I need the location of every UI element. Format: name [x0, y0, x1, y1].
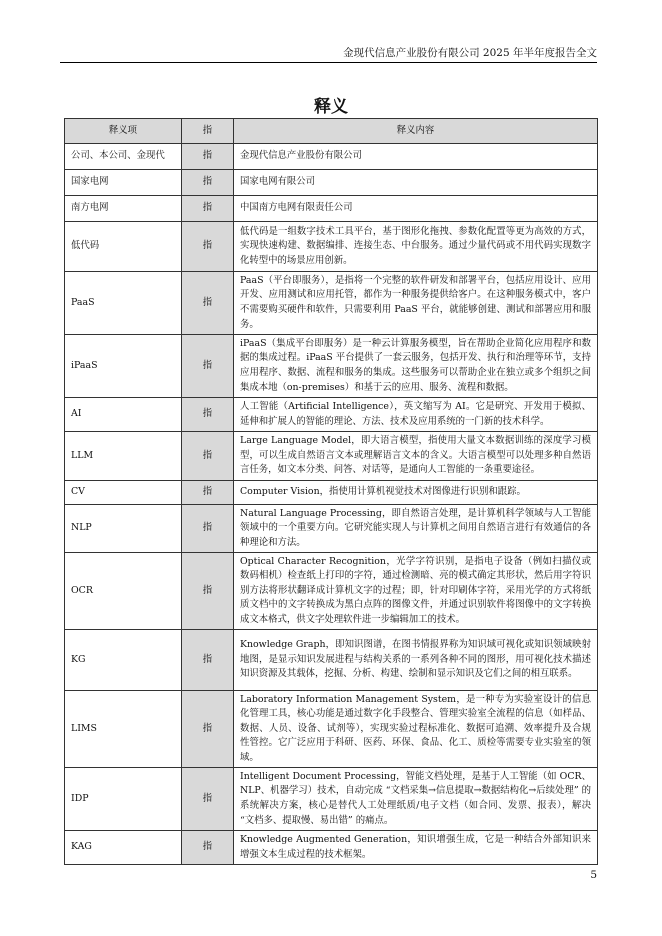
page-header: 金现代信息产业股份有限公司 2025 年半年度报告全文 — [343, 47, 597, 59]
marker-cell: 指 — [182, 272, 234, 335]
term-cell: PaaS — [65, 272, 182, 335]
definition-cell: Large Language Model，即大语言模型，指使用大量文本数据训练的深度学习模型，可以生成自然语言文本或理解语言文本的含义。大语言模型可以处理多种自然语言任务，如文本分类、问答、对话等，是通向人工智能的一条重要途径。 — [234, 432, 598, 481]
term-cell: 国家电网 — [65, 170, 182, 196]
definition-cell: Laboratory Information Management System，是一种专为实验室设计的信息化管理工具，核心功能是通过数字化手段整合、管理实验室全流程的信息（如样品、数据、人员、设备、试剂等），实现实验过程标准化、数据可追溯、效率提升及合规性管控。它广泛应用于科研、医药、环保、食品、化工、质检等需要专业实验室的领域。 — [234, 691, 598, 768]
term-cell: CV — [65, 481, 182, 505]
definition-cell: 金现代信息产业股份有限公司 — [234, 144, 598, 170]
term-cell: 公司、本公司、金现代 — [65, 144, 182, 170]
table-row — [65, 272, 598, 335]
term-cell: OCR — [65, 553, 182, 630]
definition-cell: PaaS（平台即服务），是指将一个完整的软件研发和部署平台，包括应用设计、应用开发、应用测试和应用托管，都作为一种服务提供给客户。在这种服务模式中，客户不需要购买硬件和软件，只需要利用 PaaS 平台，就能够创建、测试和部署应用和服务。 — [234, 272, 598, 335]
table-header-row — [65, 119, 598, 144]
term-cell: iPaaS — [65, 335, 182, 398]
column-header-marker: 指 — [182, 119, 234, 144]
header-divider — [60, 62, 597, 63]
definition-cell: iPaaS（集成平台即服务）是一种云计算服务模型，旨在帮助企业简化应用程序和数据的集成过程。iPaaS 平台提供了一套云服务，包括开发、执行和治理等环节，支持应用程序、数据、流程和服务的集成。这些服务可以帮助企业在独立或多个组织之间集成本地（on-premises）和基于云的应用、服务、流程和数据。 — [234, 335, 598, 398]
term-cell: KAG — [65, 831, 182, 865]
definition-cell: 中国南方电网有限责任公司 — [234, 196, 598, 222]
term-cell: IDP — [65, 768, 182, 831]
definition-cell: Knowledge Augmented Generation，知识增强生成，它是一种结合外部知识来增强文本生成过程的技术框架。 — [234, 831, 598, 865]
marker-cell: 指 — [182, 481, 234, 505]
marker-cell: 指 — [182, 768, 234, 831]
table-row — [65, 553, 598, 630]
table-row — [65, 691, 598, 768]
term-cell: 南方电网 — [65, 196, 182, 222]
marker-cell: 指 — [182, 170, 234, 196]
page-number: 5 — [590, 869, 597, 881]
definition-cell: 国家电网有限公司 — [234, 170, 598, 196]
table-row — [65, 170, 598, 196]
table-row — [65, 481, 598, 505]
marker-cell: 指 — [182, 335, 234, 398]
table-row — [65, 505, 598, 553]
marker-cell: 指 — [182, 553, 234, 630]
marker-cell: 指 — [182, 432, 234, 481]
marker-cell: 指 — [182, 196, 234, 222]
table-row — [65, 432, 598, 481]
marker-cell: 指 — [182, 144, 234, 170]
definition-cell: Natural Language Processing，即自然语言处理，是计算机科学领域与人工智能领域中的一个重要方向。它研究能实现人与计算机之间用自然语言进行有效通信的各种理论和方法。 — [234, 505, 598, 553]
table-row — [65, 831, 598, 865]
definition-cell: 低代码是一组数字技术工具平台，基于图形化拖拽、参数化配置等更为高效的方式，实现快速构建、数据编排、连接生态、中台服务。通过少量代码或不用代码实现数字化转型中的场景应用创新。 — [234, 222, 598, 272]
term-cell: KG — [65, 630, 182, 691]
marker-cell: 指 — [182, 505, 234, 553]
table-row — [65, 768, 598, 831]
page-title: 释义 — [314, 97, 348, 117]
definition-cell: Knowledge Graph，即知识图谱，在图书情报界称为知识域可视化或知识领域映射地图，是显示知识发展进程与结构关系的一系列各种不同的图形，用可视化技术描述知识资源及其载体，挖掘、分析、构建、绘制和显示知识及它们之间的相互联系。 — [234, 630, 598, 691]
table-row — [65, 144, 598, 170]
definition-cell: 人工智能（Artificial Intelligence），英文缩写为 AI。它是研究、开发用于模拟、延伸和扩展人的智能的理论、方法、技术及应用系统的一门新的技术科学。 — [234, 398, 598, 432]
marker-cell: 指 — [182, 831, 234, 865]
table-row — [65, 335, 598, 398]
column-header-term: 释义项 — [65, 119, 182, 144]
term-cell: LIMS — [65, 691, 182, 768]
marker-cell: 指 — [182, 398, 234, 432]
definition-cell: Optical Character Recognition，光学字符识别，是指电子设备（例如扫描仪或数码相机）检查纸上打印的字符，通过检测暗、亮的模式确定其形状，然后用字符识别方法将形状翻译成计算机文字的过程；即，针对印刷体字符，采用光学的方式将纸质文档中的文字转换成为黑白点阵的图像文件，并通过识别软件将图像中的文字转换成文本格式，供文字处理软件进一步编辑加工的技术。 — [234, 553, 598, 630]
column-header-definition: 释义内容 — [234, 119, 598, 144]
table-row — [65, 630, 598, 691]
marker-cell: 指 — [182, 630, 234, 691]
term-cell: AI — [65, 398, 182, 432]
term-cell: NLP — [65, 505, 182, 553]
definition-cell: Computer Vision，指使用计算机视觉技术对图像进行识别和跟踪。 — [234, 481, 598, 505]
term-cell: LLM — [65, 432, 182, 481]
term-cell: 低代码 — [65, 222, 182, 272]
marker-cell: 指 — [182, 691, 234, 768]
marker-cell: 指 — [182, 222, 234, 272]
glossary-table — [64, 118, 598, 865]
table-row — [65, 222, 598, 272]
table-row — [65, 196, 598, 222]
table-row — [65, 398, 598, 432]
definition-cell: Intelligent Document Processing，智能文档处理，是基于人工智能（如 OCR、NLP、机器学习）技术，自动完成 “文档采集→信息提取→数据结构化→后续处理” 的系统解决方案，核心是替代人工处理纸质/电子文档（如合同、发票、报表），解决 “文档多、提取慢、易出错” 的痛点。 — [234, 768, 598, 831]
